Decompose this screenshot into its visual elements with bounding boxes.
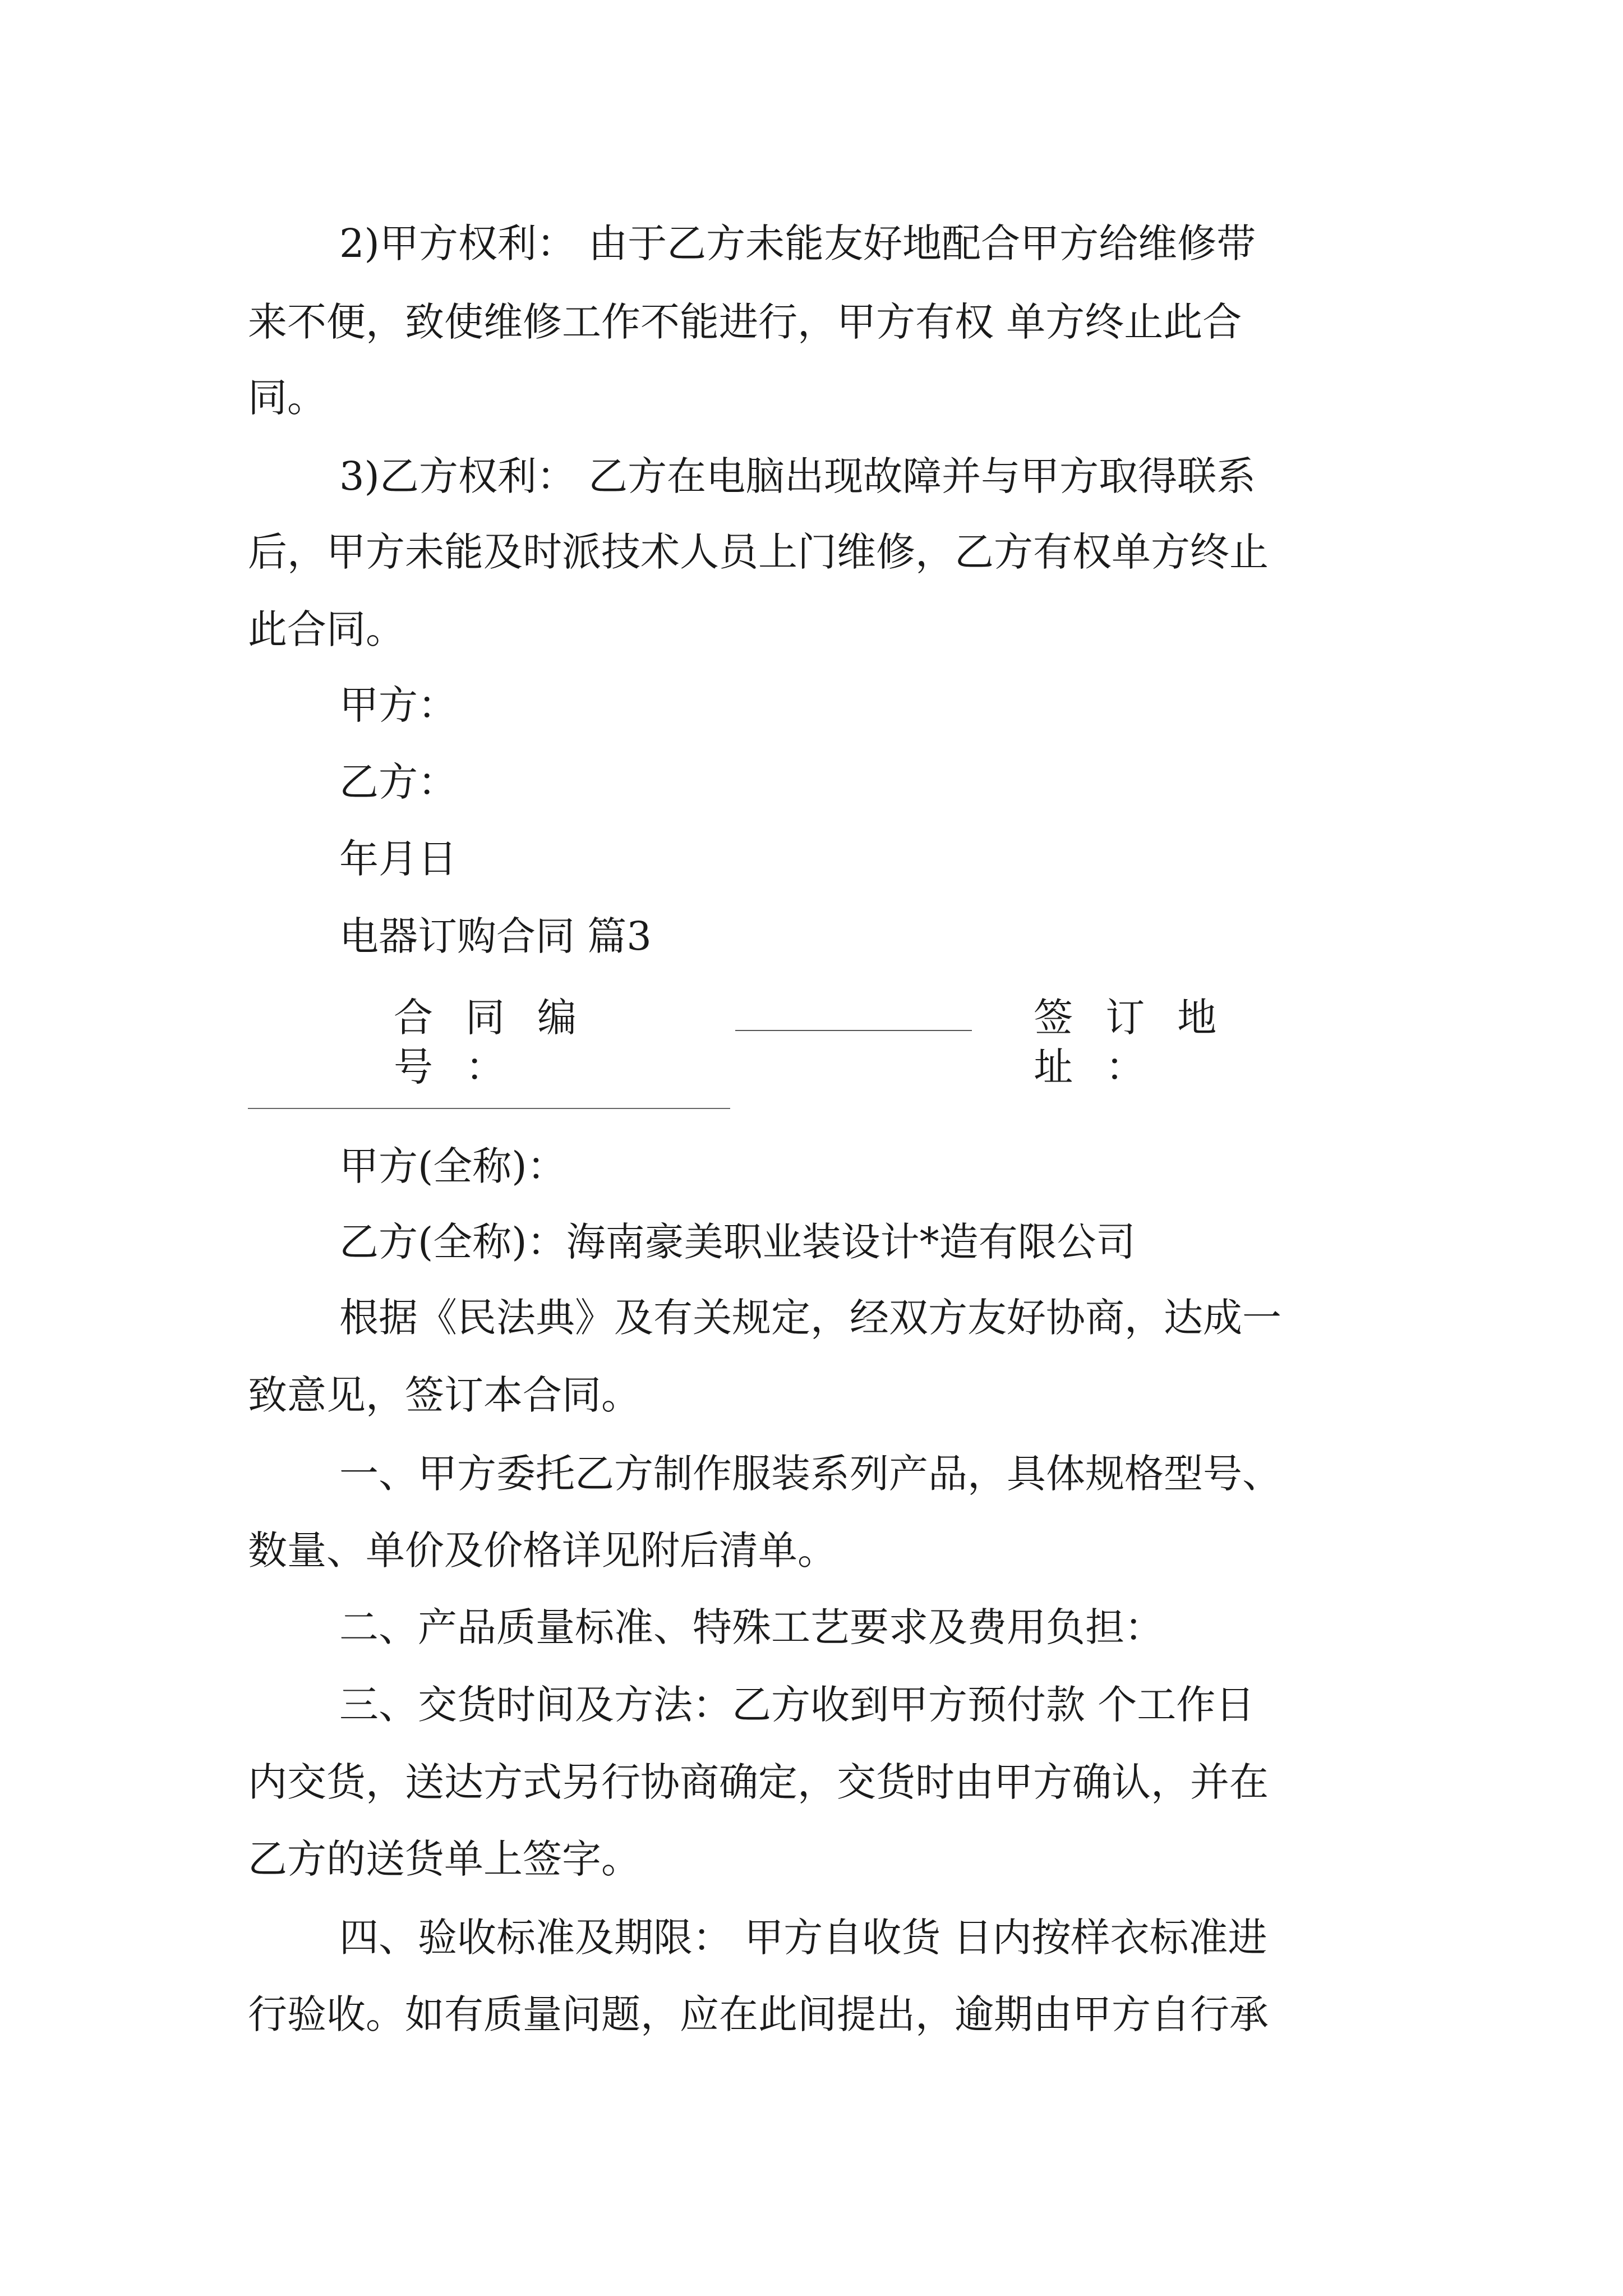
paragraph-line: 内交货，送达方式另行协商确定，交货时由甲方确认，并在 [248, 1759, 1269, 1805]
clause-1: 一、甲方委托乙方制作服装系列产品，具体规格型号、 [339, 1451, 1281, 1497]
clause-4: 四、验收标准及期限： 甲方自收货 日内按样衣标准进 [339, 1915, 1267, 1961]
contract-number-blank [735, 1029, 972, 1031]
contract-number-label: 合同编号： [394, 995, 609, 1090]
paragraph-line: 来不便，致使维修工作不能进行，甲方有权 单方终止此合 [248, 299, 1242, 345]
paragraph-line: 数量、单价及价格详见附后清单。 [248, 1527, 837, 1573]
sign-address-blank [248, 1108, 730, 1109]
paragraph-line: 同。 [248, 375, 326, 421]
contract-number-row [248, 993, 1386, 1092]
party-a-fullname-label: 甲方(全称)： [339, 1143, 566, 1189]
paragraph-line: 2)甲方权利： 由于乙方未能友好地配合甲方给维修带 [339, 220, 1256, 266]
date-label: 年月日 [339, 836, 457, 882]
party-b-fullname-label: 乙方(全称)：海南豪美职业装设计*造有限公司 [339, 1219, 1136, 1265]
paragraph-line: 乙方的送货单上签字。 [248, 1836, 640, 1882]
paragraph-line: 致意见，签订本合同。 [248, 1372, 640, 1418]
paragraph-line: 后，甲方未能及时派技术人员上门维修，乙方有权单方终止 [248, 529, 1269, 575]
clause-2: 二、产品质量标准、特殊工艺要求及费用负担： [339, 1604, 1164, 1650]
paragraph-line: 此合同。 [248, 606, 405, 652]
party-b-signature-label: 乙方： [339, 759, 457, 805]
sign-address-label: 签订地址： [1034, 995, 1249, 1090]
paragraph-line: 根据《民法典》及有关规定，经双方友好协商，达成一 [339, 1295, 1281, 1341]
party-a-signature-label: 甲方： [339, 682, 457, 728]
paragraph-line: 3)乙方权利： 乙方在电脑出现故障并与甲方取得联系 [339, 453, 1256, 499]
section-heading: 电器订购合同 篇3 [339, 913, 652, 959]
paragraph-line: 行验收。如有质量问题，应在此间提出，逾期由甲方自行承 [248, 1991, 1269, 2037]
clause-3: 三、交货时间及方法：乙方收到甲方预付款 个工作日 [339, 1682, 1255, 1728]
